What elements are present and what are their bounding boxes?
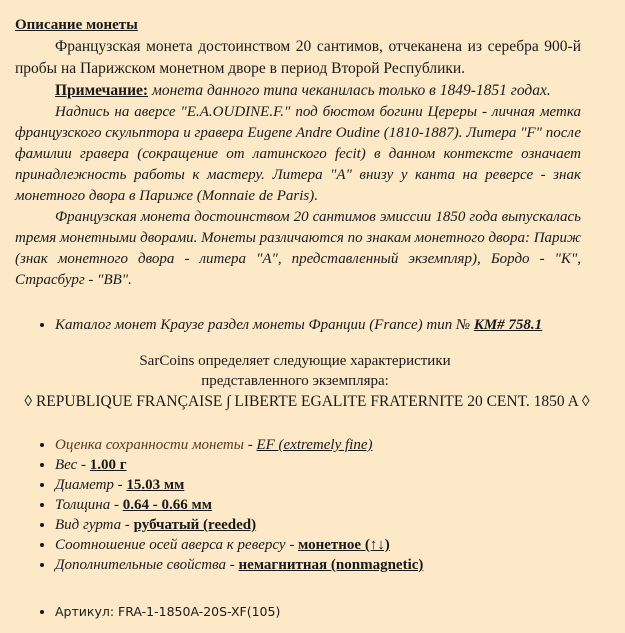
property-key: Толщина: [55, 497, 111, 513]
sarcoins-line-2: представленного экземпляра:: [201, 373, 389, 389]
coin-description: [15, 14, 590, 621]
property-key: Соотношение осей аверса к реверсу: [55, 537, 286, 553]
section-title: Описание монеты: [15, 17, 138, 33]
catalog-list: [15, 315, 581, 335]
catalog-link[interactable]: KM# 758.1: [473, 317, 543, 333]
property-sep: -: [113, 477, 127, 493]
sku-list: [15, 603, 581, 621]
property-value-link[interactable]: немагнитная (nonmagnetic): [238, 557, 424, 573]
note-paragraph: [15, 80, 581, 102]
property-thickness: [55, 495, 581, 515]
catalog-text: Каталог монет Краузе раздел монеты Франции (France) тип №: [55, 317, 474, 333]
property-key: Вид гурта: [55, 517, 122, 533]
property-weight: [55, 455, 581, 475]
property-grade: [55, 435, 581, 455]
property-axis: [55, 535, 581, 555]
property-key: Оценка сохранности монеты: [55, 437, 244, 453]
coin-legend: ◊ REPUBLIQUE FRANÇAISE ∫ LIBERTE EGALITE FRATERNITE 20 CENT. 1850 A ◊: [24, 393, 590, 410]
property-value-link[interactable]: EF (extremely fine): [256, 437, 373, 453]
property-sep: -: [110, 497, 123, 513]
property-value-link[interactable]: 1.00 г: [89, 457, 127, 473]
sarcoins-line-1: SarCoins определяет следующие характеристики: [139, 353, 451, 369]
note-text: монета данного типа чеканилась только в 1849-1851 годах.: [148, 82, 551, 99]
property-key: Дополнительные свойства: [55, 557, 227, 573]
property-value-link[interactable]: 15.03 мм: [126, 477, 185, 493]
intro-paragraph: Французская монета достоинством 20 сантимов, отчеканена из серебра 900-й пробы на Парижском монетном дворе в период Второй Республики.: [15, 38, 581, 77]
mints-paragraph: Французская монета достоинством 20 сантимов эмиссии 1850 года выпускалась тремя монетными дворами. Монеты различаются по знакам монетного двора: Париж (знак монетного двора - литера "A", представленный экземпляр), Бордо - "K", Страсбург - "BB".: [15, 209, 581, 288]
property-value-link[interactable]: монетное (↑↓): [298, 537, 390, 553]
property-key: Вес: [55, 457, 78, 473]
property-sep: -: [77, 457, 90, 473]
catalog-item: [55, 315, 581, 335]
property-edge: [55, 515, 581, 535]
property-sep: -: [121, 517, 134, 533]
sarcoins-heading: [15, 351, 535, 391]
sku-item: • Артикул: FRA-1-1850A-20S-XF(105): [55, 603, 581, 621]
inscription-paragraph: Надпись на аверсе "E.A.OUDINE.F." под бюстом богини Цереры - личная метка французского скульптора и гравера Eugene Andre Oudine (1810-1887). Литера "F" после фамилии гравера (сокращение от латинского fecit) в данном контексте означает принадлежность работы к мастеру. Литера "A" внизу у канта на реверсе - знак монетного двора в Париже (Monnaie de Paris).: [15, 104, 581, 204]
property-extra: [55, 555, 581, 575]
property-diameter: [55, 475, 581, 495]
property-sep: -: [285, 537, 299, 553]
property-sep: -: [226, 557, 239, 573]
property-sep: -: [243, 437, 257, 453]
properties-list: [15, 435, 581, 575]
property-value-link[interactable]: 0.64 - 0.66 мм: [122, 497, 212, 513]
note-label: Примечание:: [55, 82, 149, 99]
property-key: Диаметр: [55, 477, 114, 493]
property-value-link[interactable]: рубчатый (reeded): [133, 517, 257, 533]
